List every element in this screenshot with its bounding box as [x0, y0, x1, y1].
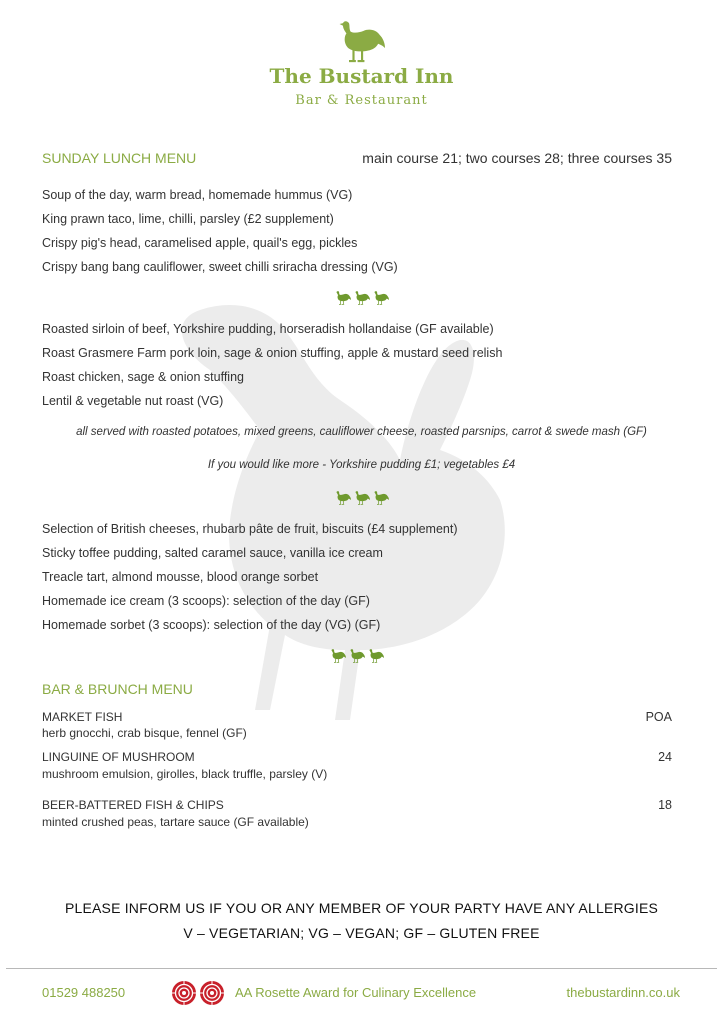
served-with-note: all served with roasted potatoes, mixed greens, cauliflower cheese, roasted parsnips, carrot & swede mash (GF): [76, 426, 647, 438]
footer-website-link[interactable]: thebustardinn.co.uk: [566, 985, 680, 1000]
dessert-item: Sticky toffee pudding, salted caramel sauce, vanilla ice cream: [42, 546, 383, 560]
bustard-logo-icon: [335, 18, 387, 66]
footer-divider: [6, 968, 717, 969]
allergy-notice: PLEASE INFORM US IF YOU OR ANY MEMBER OF YOUR PARTY HAVE ANY ALLERGIES: [64, 900, 659, 916]
footer-award: AA Rosette Award for Culinary Excellence: [235, 985, 477, 1000]
dessert-item: Selection of British cheeses, rhubarb pâte de fruit, biscuits (£4 supplement): [42, 522, 458, 536]
brunch-dish-name: BEER-BATTERED FISH & CHIPS: [42, 798, 224, 812]
brunch-dish-price: POA: [645, 710, 672, 724]
bird-divider-icon: [334, 490, 390, 506]
main-item: Roast Grasmere Farm pork loin, sage & onion stuffing, apple & mustard seed relish: [42, 346, 503, 360]
brunch-dish-desc: mushroom emulsion, girolles, black truffle, parsley (V): [42, 767, 328, 781]
brunch-dish-price: 18: [658, 798, 672, 812]
dessert-item: Homemade sorbet (3 scoops): selection of the day (VG) (GF): [42, 618, 381, 632]
main-item: Roast chicken, sage & onion stuffing: [42, 370, 244, 384]
rosette-icon: [199, 980, 225, 1006]
starter-item: Crispy bang bang cauliflower, sweet chilli sriracha dressing (VG): [42, 260, 398, 274]
brunch-dish-desc: minted crushed peas, tartare sauce (GF available): [42, 815, 309, 829]
brand-name: The Bustard Inn: [269, 64, 454, 88]
bird-divider-icon: [329, 648, 385, 664]
sunday-menu-prices: main course 21; two courses 28; three courses 35: [362, 150, 672, 166]
extras-note: If you would like more - Yorkshire pudding £1; vegetables £4: [207, 459, 516, 471]
dietary-key: V – VEGETARIAN; VG – VEGAN; GF – GLUTEN FREE: [183, 925, 540, 941]
starter-item: King prawn taco, lime, chilli, parsley (£2 supplement): [42, 212, 334, 226]
bird-divider-icon: [334, 290, 390, 306]
brunch-dish-desc: herb gnocchi, crab bisque, fennel (GF): [42, 726, 247, 740]
brunch-dish-name: MARKET FISH: [42, 710, 123, 724]
main-item: Lentil & vegetable nut roast (VG): [42, 394, 224, 408]
brand-subtitle: Bar & Restaurant: [295, 93, 428, 108]
footer-phone[interactable]: 01529 488250: [42, 985, 126, 1000]
dessert-item: Treacle tart, almond mousse, blood orange sorbet: [42, 570, 319, 584]
main-item: Roasted sirloin of beef, Yorkshire pudding, horseradish hollandaise (GF available): [42, 322, 494, 336]
brunch-dish-name: LINGUINE OF MUSHROOM: [42, 750, 195, 764]
rosette-icon: [171, 980, 197, 1006]
starter-item: Soup of the day, warm bread, homemade hummus (VG): [42, 188, 353, 202]
sunday-menu-title: SUNDAY LUNCH MENU: [42, 150, 197, 166]
brunch-menu-title: BAR & BRUNCH MENU: [42, 681, 193, 697]
brunch-dish-price: 24: [658, 750, 672, 764]
starter-item: Crispy pig's head, caramelised apple, quail's egg, pickles: [42, 236, 358, 250]
dessert-item: Homemade ice cream (3 scoops): selection of the day (GF): [42, 594, 370, 608]
